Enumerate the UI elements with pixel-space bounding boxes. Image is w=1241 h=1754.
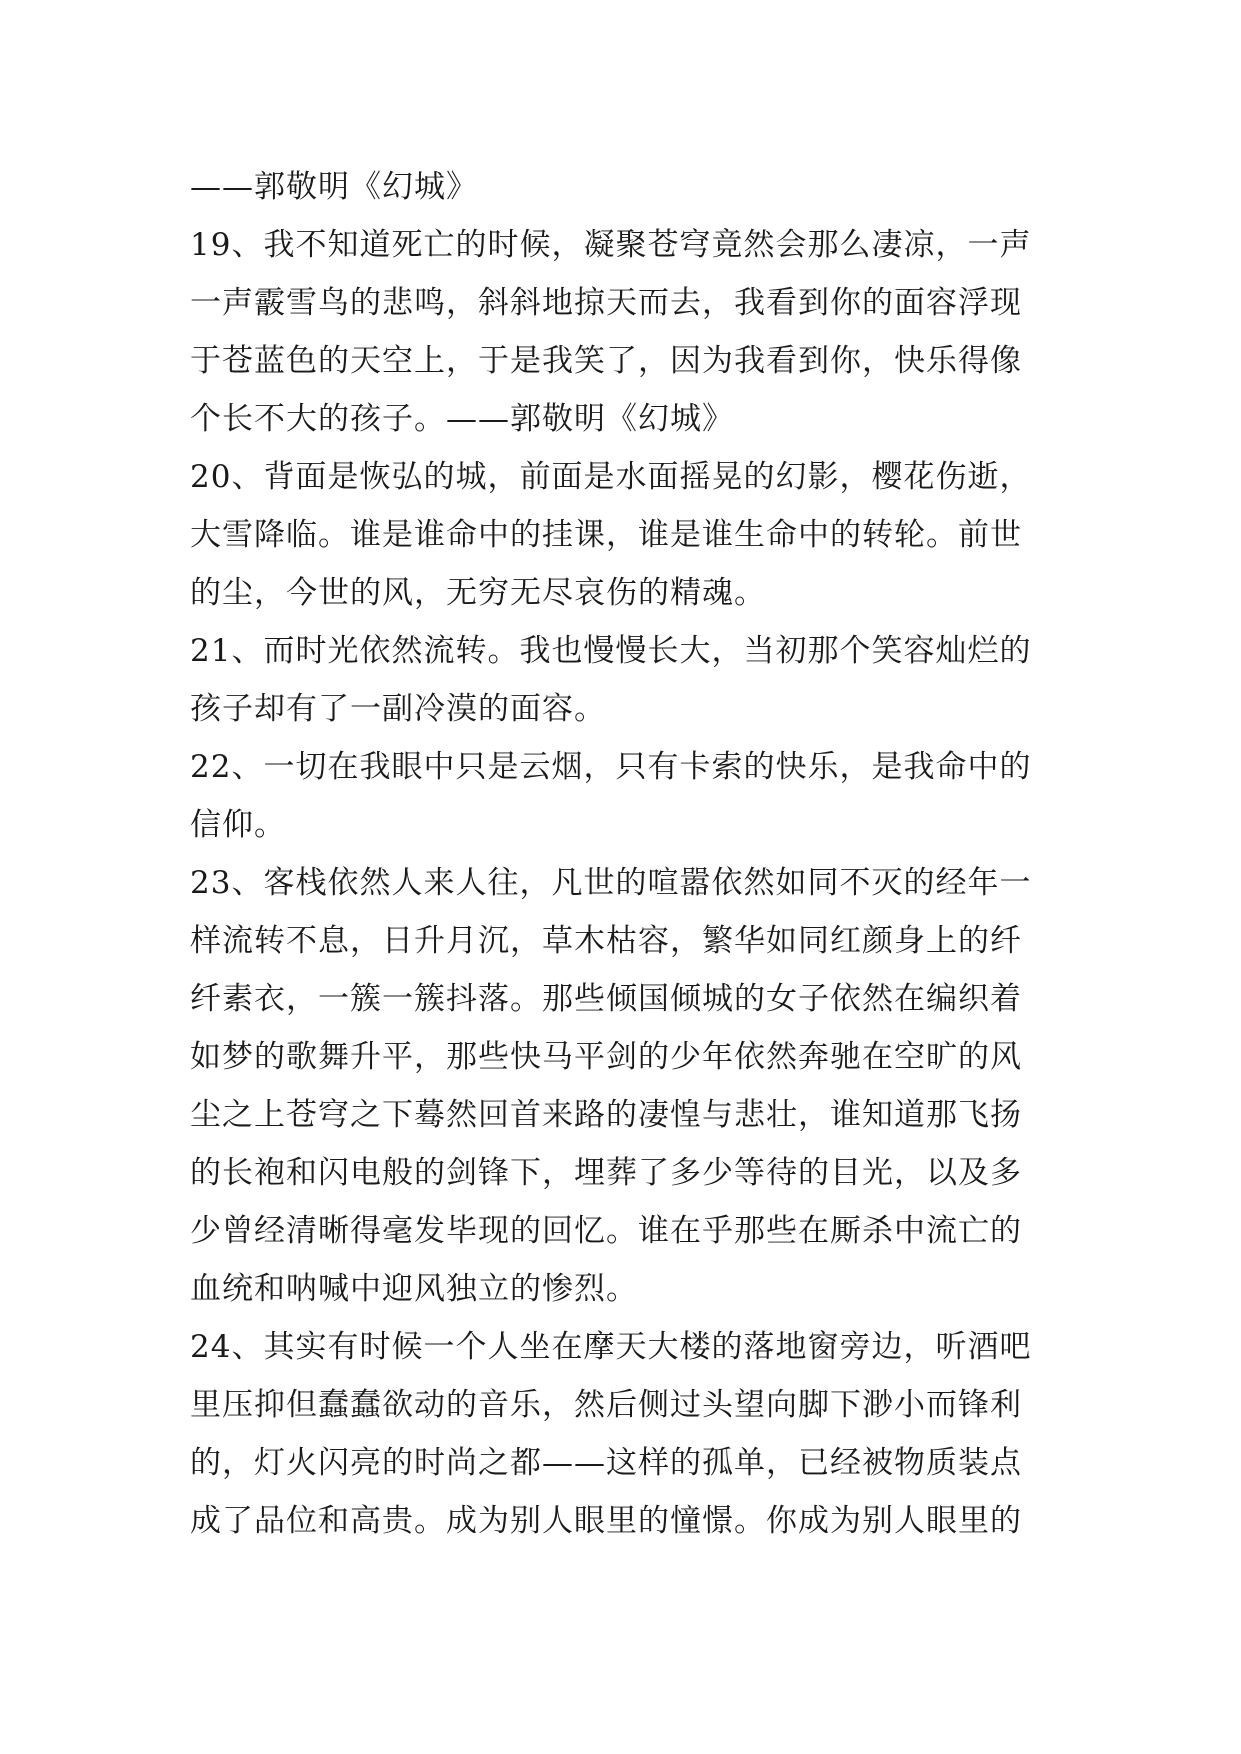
text-line: 如梦的歌舞升平，那些快马平剑的少年依然奔驰在空旷的风 bbox=[190, 1039, 1022, 1075]
text-line: 于苍蓝色的天空上，于是我笑了，因为我看到你，快乐得像 bbox=[190, 343, 1022, 379]
text-line: 成了品位和高贵。成为别人眼里的憧憬。你成为别人眼里的 bbox=[190, 1503, 1022, 1539]
text-line: 个长不大的孩子。——郭敬明《幻城》 bbox=[190, 401, 734, 437]
text-line: 22、一切在我眼中只是云烟，只有卡索的快乐，是我命中的 bbox=[190, 749, 1032, 785]
text-line: 一声霰雪鸟的悲鸣，斜斜地掠天而去，我看到你的面容浮现 bbox=[190, 285, 1022, 321]
text-line: 纤素衣，一簇一簇抖落。那些倾国倾城的女子依然在编织着 bbox=[190, 981, 1022, 1017]
text-line: 少曾经清晰得毫发毕现的回忆。谁在乎那些在厮杀中流亡的 bbox=[190, 1213, 1022, 1249]
text-line: 大雪降临。谁是谁命中的挂课，谁是谁生命中的转轮。前世 bbox=[190, 517, 1022, 553]
text-line: 信仰。 bbox=[190, 807, 286, 843]
text-line: 血统和呐喊中迎风独立的惨烈。 bbox=[190, 1271, 638, 1307]
text-line: 孩子却有了一副冷漠的面容。 bbox=[190, 691, 606, 727]
text-line: ——郭敬明《幻城》 bbox=[190, 169, 478, 205]
text-line: 里压抑但蠢蠢欲动的音乐，然后侧过头望向脚下渺小而锋利 bbox=[190, 1387, 1022, 1423]
text-line: 样流转不息，日升月沉，草木枯容，繁华如同红颜身上的纤 bbox=[190, 923, 1022, 959]
text-line: 20、背面是恢弘的城，前面是水面摇晃的幻影，樱花伤逝， bbox=[190, 459, 1032, 495]
text-line: 24、其实有时候一个人坐在摩天大楼的落地窗旁边，听酒吧 bbox=[190, 1329, 1032, 1365]
text-line: 尘之上苍穹之下蓦然回首来路的凄惶与悲壮，谁知道那飞扬 bbox=[190, 1097, 1022, 1133]
document-body bbox=[190, 158, 1055, 1550]
text-line: 的，灯火闪亮的时尚之都——这样的孤单，已经被物质装点 bbox=[190, 1445, 1022, 1481]
text-line: 的长袍和闪电般的剑锋下，埋葬了多少等待的目光，以及多 bbox=[190, 1155, 1022, 1191]
text-line: 的尘，今世的风，无穷无尽哀伤的精魂。 bbox=[190, 575, 766, 611]
text-line: 23、客栈依然人来人往，凡世的喧嚣依然如同不灭的经年一 bbox=[190, 865, 1032, 901]
text-line: 19、我不知道死亡的时候，凝聚苍穹竟然会那么凄凉，一声 bbox=[190, 227, 1032, 263]
text-line: 21、而时光依然流转。我也慢慢长大，当初那个笑容灿烂的 bbox=[190, 633, 1032, 669]
